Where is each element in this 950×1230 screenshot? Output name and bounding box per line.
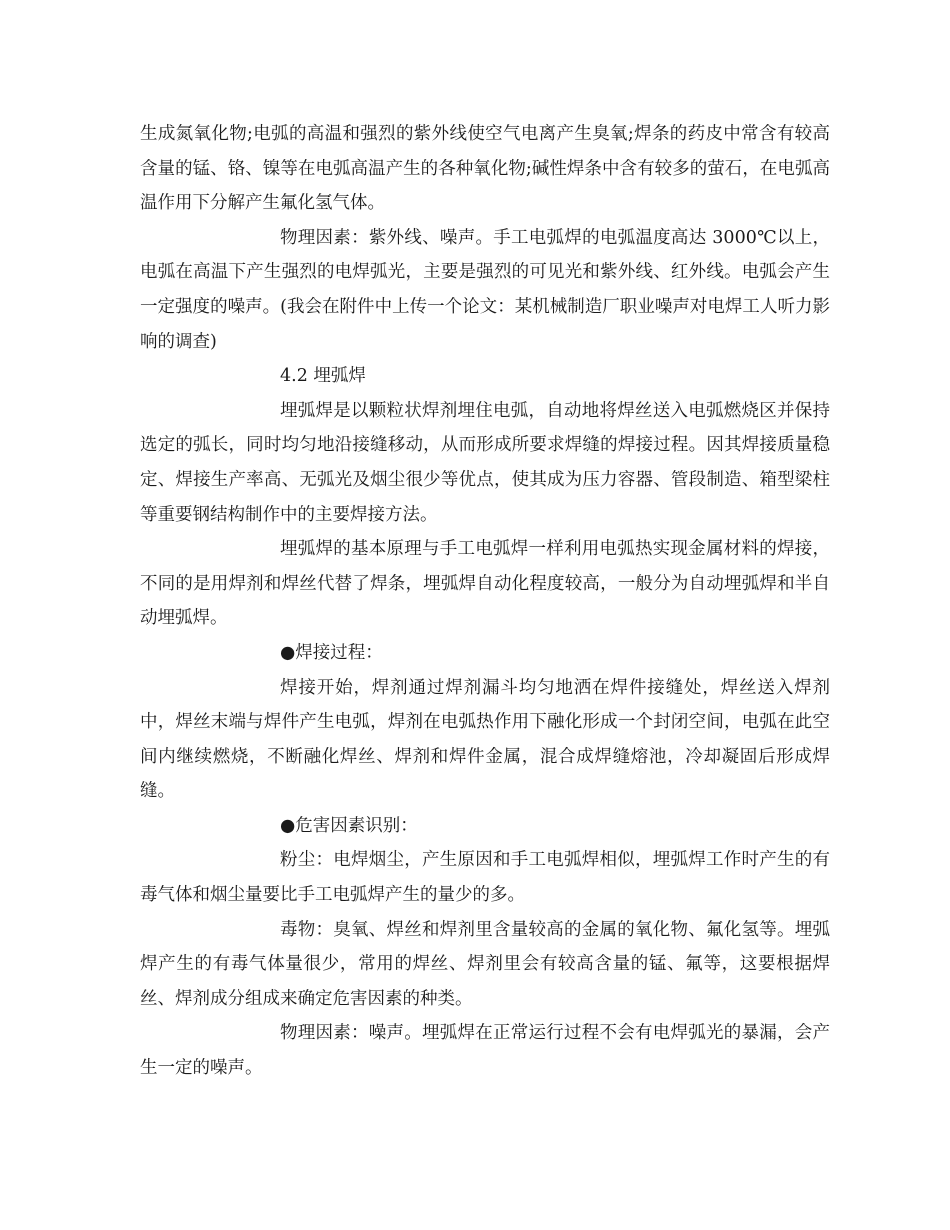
paragraph-submerged-arc-definition: 埋弧焊是以颗粒状焊剂埋住电弧，自动地将焊丝送入电弧燃烧区并保持选定的弧长，同时均匀地沿接缝移动，从而形成所要求焊缝的焊接过程。因其焊接质量稳定、焊接生产率高、无弧光及烟尘很少等优点，使其成为压力容器、管段制造、箱型梁柱等重要钢结构制作中的主要焊接方法。 (140, 400, 830, 525)
bullet-heading-welding-process: ●焊接过程： (280, 642, 383, 663)
paragraph-submerged-arc-principle: 埋弧焊的基本原理与手工电弧焊一样利用电弧热实现金属材料的焊接，不同的是用焊剂和焊丝代替了焊条，埋弧焊自动化程度较高，一般分为自动埋弧焊和半自动埋弧焊。 (140, 539, 830, 629)
paragraph-dust-hazard: 粉尘：电焊烟尘，产生原因和手工电弧焊相似，埋弧焊工作时产生的有毒气体和烟尘量要比手工电弧焊产生的量少的多。 (140, 850, 830, 906)
paragraph-physical-factors-submerged-arc: 物理因素：噪声。埋弧焊在正常运行过程不会有电焊弧光的暴漏，会产生一定的噪声。 (140, 1023, 830, 1079)
document-body (140, 117, 830, 1086)
paragraph-gas-hazards-continued: 生成氮氧化物;电弧的高温和强烈的紫外线使空气电离产生臭氧;焊条的药皮中常含有较高含量的锰、铬、镍等在电弧高温产生的各种氧化物;碱性焊条中含有较多的萤石，在电弧高温作用下分解产生氟化氢气体。 (140, 124, 830, 214)
paragraph-welding-process: 焊接开始，焊剂通过焊剂漏斗均匀地洒在焊件接缝处，焊丝送入焊剂中，焊丝末端与焊件产生电弧，焊剂在电弧热作用下融化形成一个封闭空间，电弧在此空间内继续燃烧，不断融化焊丝、焊剂和焊件金属，混合成焊缝熔池，冷却凝固后形成焊缝。 (140, 677, 830, 802)
paragraph-toxic-hazard: 毒物：臭氧、焊丝和焊剂里含量较高的金属的氧化物、氟化氢等。埋弧焊产生的有毒气体量很少，常用的焊丝、焊剂里会有较高含量的锰、氟等，这要根据焊丝、焊剂成分组成来确定危害因素的种类。 (140, 919, 830, 1009)
paragraph-physical-factors-manual-arc: 物理因素：紫外线、噪声。手工电弧焊的电弧温度高达 3000℃以上，电弧在高温下产生强烈的电焊弧光，主要是强烈的可见光和紫外线、红外线。电弧会产生一定强度的噪声。(我会在附件中上传一个论文：某机械制造厂职业噪声对电焊工人听力影响的调查) (140, 227, 830, 352)
section-heading-submerged-arc-welding: 4.2 埋弧焊 (280, 366, 366, 387)
bullet-heading-hazard-identification: ●危害因素识别： (280, 815, 418, 836)
